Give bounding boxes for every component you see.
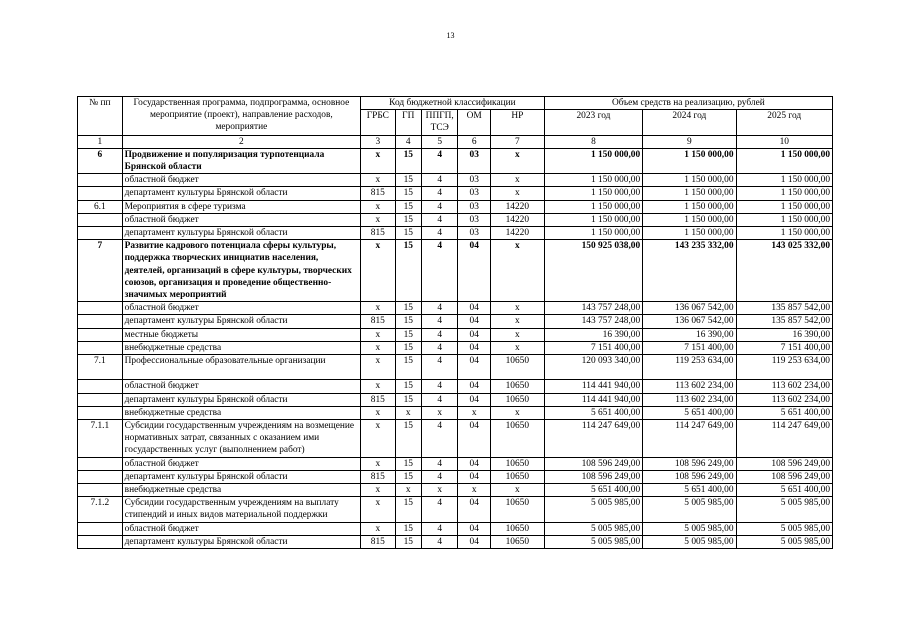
row-value-2023: 5 005 985,00 <box>544 497 642 522</box>
row-name: Профессиональные образовательные организации <box>122 355 360 380</box>
row-grbs: х <box>361 240 395 302</box>
header-2025: 2025 год <box>736 110 833 135</box>
row-value-2024: 16 390,00 <box>643 328 736 341</box>
table-row <box>78 227 833 240</box>
row-nr: 10650 <box>490 470 544 483</box>
row-value-2025: 5 005 985,00 <box>736 535 833 548</box>
row-grbs: х <box>361 406 395 419</box>
row-value-2023: 5 651 400,00 <box>544 484 642 497</box>
row-gp: 15 <box>395 355 421 380</box>
row-value-2024: 1 150 000,00 <box>643 148 736 173</box>
row-grbs: х <box>361 200 395 213</box>
row-grbs: х <box>361 522 395 535</box>
table-row <box>78 406 833 419</box>
row-value-2024: 136 067 542,00 <box>643 315 736 328</box>
table-row <box>78 470 833 483</box>
row-ppgp: 4 <box>421 187 458 200</box>
row-number <box>78 406 123 419</box>
row-value-2023: 108 596 249,00 <box>544 457 642 470</box>
col-number: 1 <box>78 135 123 148</box>
row-gp: 15 <box>395 187 421 200</box>
row-grbs: 815 <box>361 315 395 328</box>
row-value-2023: 7 151 400,00 <box>544 341 642 354</box>
row-nr: 10650 <box>490 497 544 522</box>
row-ppgp: 4 <box>421 380 458 393</box>
row-grbs: х <box>361 457 395 470</box>
col-number: 5 <box>421 135 458 148</box>
row-nr: 14220 <box>490 200 544 213</box>
row-nr: 14220 <box>490 213 544 226</box>
row-grbs: х <box>361 328 395 341</box>
header-2024: 2024 год <box>643 110 736 135</box>
row-value-2025: 5 005 985,00 <box>736 497 833 522</box>
row-value-2024: 1 150 000,00 <box>643 227 736 240</box>
col-number: 4 <box>395 135 421 148</box>
row-name: внебюджетные средства <box>122 406 360 419</box>
row-name: Развитие кадрового потенциала сферы культуры, поддержка творческих инициатив населения, деятелей, организаций в сфере культуры, творческих союзов, организация и проведение общественно-значимых мероприятий <box>122 240 360 302</box>
row-grbs: х <box>361 148 395 173</box>
row-number <box>78 535 123 548</box>
row-value-2024: 119 253 634,00 <box>643 355 736 380</box>
table-row <box>78 457 833 470</box>
row-om: 04 <box>458 535 490 548</box>
row-gp: 15 <box>395 341 421 354</box>
budget-table <box>77 96 833 549</box>
row-value-2023: 16 390,00 <box>544 328 642 341</box>
row-ppgp: 4 <box>421 522 458 535</box>
row-value-2023: 143 757 248,00 <box>544 315 642 328</box>
header-row-1 <box>78 97 833 110</box>
row-number: 7 <box>78 240 123 302</box>
row-om: х <box>458 406 490 419</box>
row-number <box>78 393 123 406</box>
row-ppgp: 4 <box>421 148 458 173</box>
row-ppgp: х <box>421 406 458 419</box>
row-name: департамент культуры Брянской области <box>122 393 360 406</box>
row-nr: х <box>490 148 544 173</box>
table-row <box>78 522 833 535</box>
row-ppgp: х <box>421 484 458 497</box>
row-value-2024: 136 067 542,00 <box>643 302 736 315</box>
table-body <box>78 148 833 548</box>
table-row <box>78 187 833 200</box>
row-gp: 15 <box>395 457 421 470</box>
row-value-2025: 7 151 400,00 <box>736 341 833 354</box>
row-ppgp: 4 <box>421 497 458 522</box>
row-grbs: 815 <box>361 470 395 483</box>
row-om: 04 <box>458 470 490 483</box>
row-gp: 15 <box>395 213 421 226</box>
row-value-2023: 108 596 249,00 <box>544 470 642 483</box>
table-row <box>78 535 833 548</box>
column-numbers-row <box>78 135 833 148</box>
row-value-2024: 113 602 234,00 <box>643 393 736 406</box>
row-name: департамент культуры Брянской области <box>122 535 360 548</box>
row-number <box>78 213 123 226</box>
row-value-2025: 119 253 634,00 <box>736 355 833 380</box>
row-value-2025: 108 596 249,00 <box>736 470 833 483</box>
row-om: 04 <box>458 328 490 341</box>
row-value-2025: 1 150 000,00 <box>736 227 833 240</box>
row-value-2024: 108 596 249,00 <box>643 470 736 483</box>
header-name: Государственная программа, подпрограмма, основное мероприятие (проект), направление расходов, мероприятие <box>122 97 360 136</box>
row-value-2023: 1 150 000,00 <box>544 174 642 187</box>
row-value-2025: 1 150 000,00 <box>736 174 833 187</box>
row-value-2023: 120 093 340,00 <box>544 355 642 380</box>
col-number: 7 <box>490 135 544 148</box>
row-value-2025: 5 005 985,00 <box>736 522 833 535</box>
row-nr: 10650 <box>490 355 544 380</box>
table-row <box>78 200 833 213</box>
row-value-2024: 7 151 400,00 <box>643 341 736 354</box>
row-value-2024: 113 602 234,00 <box>643 380 736 393</box>
row-gp: 15 <box>395 535 421 548</box>
row-om: 03 <box>458 200 490 213</box>
row-name: областной бюджет <box>122 174 360 187</box>
row-nr: 10650 <box>490 535 544 548</box>
row-om: 04 <box>458 497 490 522</box>
table-row <box>78 380 833 393</box>
table-row <box>78 174 833 187</box>
row-number: 6.1 <box>78 200 123 213</box>
col-number: 10 <box>736 135 833 148</box>
row-name: департамент культуры Брянской области <box>122 187 360 200</box>
row-value-2023: 114 441 940,00 <box>544 393 642 406</box>
row-gp: 15 <box>395 420 421 458</box>
table-row <box>78 393 833 406</box>
header-num: № пп <box>78 97 123 136</box>
row-om: 04 <box>458 522 490 535</box>
row-value-2025: 1 150 000,00 <box>736 187 833 200</box>
row-name: департамент культуры Брянской области <box>122 470 360 483</box>
table-row <box>78 328 833 341</box>
row-name: областной бюджет <box>122 302 360 315</box>
row-gp: 15 <box>395 497 421 522</box>
row-value-2023: 1 150 000,00 <box>544 213 642 226</box>
row-value-2025: 113 602 234,00 <box>736 393 833 406</box>
row-grbs: х <box>361 174 395 187</box>
row-nr: х <box>490 315 544 328</box>
col-number: 6 <box>458 135 490 148</box>
header-2023: 2023 год <box>544 110 642 135</box>
row-name: Продвижение и популяризация турпотенциала Брянской области <box>122 148 360 173</box>
row-ppgp: 4 <box>421 328 458 341</box>
row-grbs: 815 <box>361 535 395 548</box>
row-ppgp: 4 <box>421 227 458 240</box>
row-grbs: х <box>361 302 395 315</box>
table-row <box>78 355 833 380</box>
row-nr: х <box>490 341 544 354</box>
row-om: 03 <box>458 187 490 200</box>
row-number: 7.1 <box>78 355 123 380</box>
row-ppgp: 4 <box>421 393 458 406</box>
row-value-2025: 5 651 400,00 <box>736 406 833 419</box>
row-value-2024: 1 150 000,00 <box>643 200 736 213</box>
row-value-2023: 1 150 000,00 <box>544 227 642 240</box>
row-grbs: х <box>361 213 395 226</box>
row-value-2023: 1 150 000,00 <box>544 200 642 213</box>
row-number <box>78 174 123 187</box>
row-gp: 15 <box>395 302 421 315</box>
row-value-2024: 5 005 985,00 <box>643 497 736 522</box>
row-grbs: х <box>361 341 395 354</box>
row-number <box>78 484 123 497</box>
row-om: 04 <box>458 457 490 470</box>
row-number: 7.1.1 <box>78 420 123 458</box>
row-om: 03 <box>458 213 490 226</box>
row-value-2024: 5 651 400,00 <box>643 484 736 497</box>
row-gp: 15 <box>395 470 421 483</box>
row-gp: 15 <box>395 240 421 302</box>
row-name: областной бюджет <box>122 380 360 393</box>
table-row <box>78 484 833 497</box>
row-number <box>78 457 123 470</box>
row-value-2023: 5 005 985,00 <box>544 522 642 535</box>
row-ppgp: 4 <box>421 200 458 213</box>
table-row <box>78 240 833 302</box>
row-om: 03 <box>458 227 490 240</box>
row-value-2025: 135 857 542,00 <box>736 315 833 328</box>
row-ppgp: 4 <box>421 420 458 458</box>
row-ppgp: 4 <box>421 213 458 226</box>
row-nr: 10650 <box>490 380 544 393</box>
row-value-2023: 114 441 940,00 <box>544 380 642 393</box>
row-value-2024: 114 247 649,00 <box>643 420 736 458</box>
row-ppgp: 4 <box>421 470 458 483</box>
row-value-2023: 114 247 649,00 <box>544 420 642 458</box>
row-value-2025: 114 247 649,00 <box>736 420 833 458</box>
row-gp: 15 <box>395 227 421 240</box>
row-grbs: 815 <box>361 187 395 200</box>
row-value-2024: 5 651 400,00 <box>643 406 736 419</box>
row-nr: х <box>490 484 544 497</box>
row-ppgp: 4 <box>421 240 458 302</box>
row-nr: х <box>490 174 544 187</box>
header-nr: НР <box>490 110 544 135</box>
row-om: 04 <box>458 393 490 406</box>
row-value-2025: 5 651 400,00 <box>736 484 833 497</box>
col-number: 2 <box>122 135 360 148</box>
row-om: х <box>458 484 490 497</box>
row-value-2024: 1 150 000,00 <box>643 174 736 187</box>
row-nr: 10650 <box>490 420 544 458</box>
row-nr: х <box>490 302 544 315</box>
row-value-2024: 143 235 332,00 <box>643 240 736 302</box>
row-gp: х <box>395 406 421 419</box>
row-name: Субсидии государственным учреждениям на выплату стипендий и иных видов материальной поддержки <box>122 497 360 522</box>
row-name: департамент культуры Брянской области <box>122 315 360 328</box>
table-row <box>78 341 833 354</box>
row-gp: х <box>395 484 421 497</box>
row-number <box>78 341 123 354</box>
row-ppgp: 4 <box>421 341 458 354</box>
row-om: 03 <box>458 148 490 173</box>
row-name: областной бюджет <box>122 213 360 226</box>
row-name: Мероприятия в сфере туризма <box>122 200 360 213</box>
header-gp: ГП <box>395 110 421 135</box>
row-number <box>78 187 123 200</box>
row-name: местные бюджеты <box>122 328 360 341</box>
row-grbs: 815 <box>361 227 395 240</box>
row-gp: 15 <box>395 393 421 406</box>
row-nr: х <box>490 406 544 419</box>
row-grbs: 815 <box>361 393 395 406</box>
row-gp: 15 <box>395 200 421 213</box>
row-nr: х <box>490 328 544 341</box>
header-funds: Объем средств на реализацию, рублей <box>544 97 832 110</box>
header-kbk: Код бюджетной классификации <box>361 97 545 110</box>
row-om: 04 <box>458 355 490 380</box>
row-value-2023: 1 150 000,00 <box>544 148 642 173</box>
row-value-2024: 108 596 249,00 <box>643 457 736 470</box>
row-grbs: х <box>361 484 395 497</box>
row-name: внебюджетные средства <box>122 484 360 497</box>
table-row <box>78 302 833 315</box>
row-nr: х <box>490 240 544 302</box>
row-value-2025: 108 596 249,00 <box>736 457 833 470</box>
row-number <box>78 227 123 240</box>
table-row <box>78 315 833 328</box>
row-ppgp: 4 <box>421 315 458 328</box>
row-nr: 14220 <box>490 227 544 240</box>
row-grbs: х <box>361 355 395 380</box>
table-row <box>78 497 833 522</box>
row-om: 04 <box>458 315 490 328</box>
row-value-2023: 5 651 400,00 <box>544 406 642 419</box>
row-value-2024: 1 150 000,00 <box>643 213 736 226</box>
row-name: областной бюджет <box>122 522 360 535</box>
row-number <box>78 302 123 315</box>
row-number <box>78 470 123 483</box>
row-value-2024: 1 150 000,00 <box>643 187 736 200</box>
row-gp: 15 <box>395 522 421 535</box>
row-nr: х <box>490 187 544 200</box>
header-om: ОМ <box>458 110 490 135</box>
row-number <box>78 315 123 328</box>
table-row <box>78 420 833 458</box>
row-name: департамент культуры Брянской области <box>122 227 360 240</box>
row-name: областной бюджет <box>122 457 360 470</box>
row-value-2024: 5 005 985,00 <box>643 535 736 548</box>
row-value-2024: 5 005 985,00 <box>643 522 736 535</box>
row-om: 04 <box>458 380 490 393</box>
row-value-2025: 143 025 332,00 <box>736 240 833 302</box>
row-ppgp: 4 <box>421 302 458 315</box>
header-ppgp: ППГП, ТСЭ <box>421 110 458 135</box>
row-value-2025: 1 150 000,00 <box>736 213 833 226</box>
row-number <box>78 328 123 341</box>
row-name: внебюджетные средства <box>122 341 360 354</box>
row-number: 7.1.2 <box>78 497 123 522</box>
row-om: 04 <box>458 420 490 458</box>
row-ppgp: 4 <box>421 535 458 548</box>
row-om: 04 <box>458 240 490 302</box>
row-value-2025: 16 390,00 <box>736 328 833 341</box>
row-number: 6 <box>78 148 123 173</box>
row-gp: 15 <box>395 148 421 173</box>
row-value-2023: 5 005 985,00 <box>544 535 642 548</box>
row-value-2023: 1 150 000,00 <box>544 187 642 200</box>
row-value-2023: 143 757 248,00 <box>544 302 642 315</box>
row-gp: 15 <box>395 380 421 393</box>
col-number: 3 <box>361 135 395 148</box>
row-ppgp: 4 <box>421 355 458 380</box>
col-number: 9 <box>643 135 736 148</box>
row-name: Субсидии государственным учреждениям на возмещение нормативных затрат, связанных с оказанием ими государственных услуг (выполнением работ) <box>122 420 360 458</box>
row-gp: 15 <box>395 315 421 328</box>
row-om: 04 <box>458 302 490 315</box>
table-row <box>78 213 833 226</box>
row-nr: 10650 <box>490 393 544 406</box>
row-nr: 10650 <box>490 522 544 535</box>
row-value-2025: 1 150 000,00 <box>736 148 833 173</box>
row-number <box>78 380 123 393</box>
row-om: 03 <box>458 174 490 187</box>
row-value-2025: 1 150 000,00 <box>736 200 833 213</box>
row-nr: 10650 <box>490 457 544 470</box>
row-grbs: х <box>361 380 395 393</box>
row-gp: 15 <box>395 328 421 341</box>
row-number <box>78 522 123 535</box>
row-ppgp: 4 <box>421 457 458 470</box>
page-number: 13 <box>446 31 455 40</box>
row-grbs: х <box>361 420 395 458</box>
row-grbs: х <box>361 497 395 522</box>
row-om: 04 <box>458 341 490 354</box>
header-grbs: ГРБС <box>361 110 395 135</box>
row-ppgp: 4 <box>421 174 458 187</box>
row-value-2025: 113 602 234,00 <box>736 380 833 393</box>
row-value-2023: 150 925 038,00 <box>544 240 642 302</box>
row-value-2025: 135 857 542,00 <box>736 302 833 315</box>
col-number: 8 <box>544 135 642 148</box>
row-gp: 15 <box>395 174 421 187</box>
table-row <box>78 148 833 173</box>
